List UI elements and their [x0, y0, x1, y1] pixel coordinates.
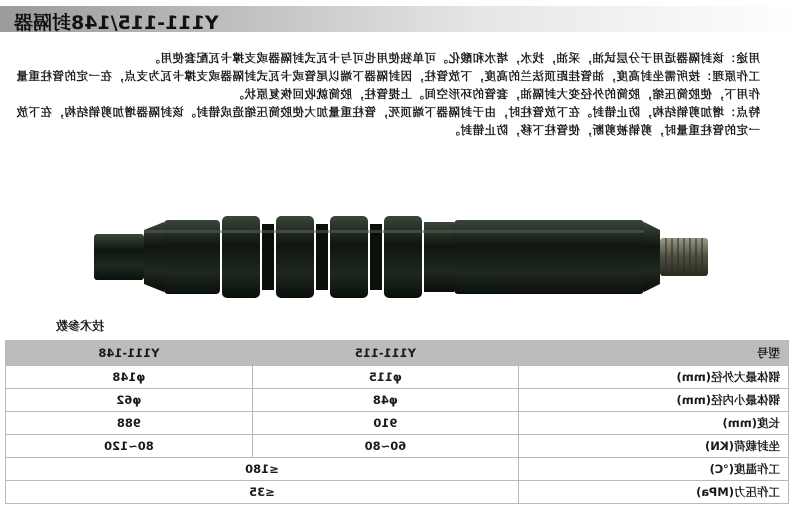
principle-label: 工作原理：: [700, 69, 760, 83]
row-label: 钢体最小内径(mm): [518, 389, 788, 412]
packer-image: [90, 200, 710, 300]
table-row: [6, 412, 789, 435]
usage-paragraph: [8, 49, 786, 67]
cell-value: φ48: [252, 389, 518, 412]
table-row: [6, 458, 789, 481]
header-model: 型号: [518, 341, 788, 366]
cell-value: ≤180: [6, 458, 519, 481]
cell-value: 988: [6, 412, 253, 435]
cell-value: φ148: [6, 366, 253, 389]
cell-value: φ62: [6, 389, 253, 412]
row-label: 工作温度(℃): [518, 458, 788, 481]
usage-label: 用途：: [724, 51, 760, 65]
title-band: [0, 0, 800, 40]
header-y111-115: Y111-115: [252, 341, 518, 366]
cell-value: 80~120: [6, 435, 253, 458]
feature-paragraph: [8, 103, 786, 139]
cell-value: 910: [252, 412, 518, 435]
table-row: [6, 389, 789, 412]
spec-table: [5, 340, 789, 504]
params-title: 技术参数: [55, 319, 104, 333]
cell-value: φ115: [252, 366, 518, 389]
table-row: [6, 366, 789, 389]
packer-illustration: [90, 200, 710, 300]
feature-label: 特点：: [724, 105, 760, 119]
header-y111-148: Y111-148: [6, 341, 253, 366]
cell-value: 60~80: [252, 435, 518, 458]
row-label: 钢体最大外径(mm): [518, 366, 788, 389]
table-row: [6, 435, 789, 458]
usage-text: 该封隔器适用于分层试油，采油，找水，堵水和酸化。可单独使用也可与卡瓦式封隔器或支撑卡瓦配套使用。: [148, 51, 724, 65]
row-label: 工作压力(MPa): [518, 481, 788, 504]
right-end: [94, 234, 144, 280]
page-title: Y111-115/148封隔器: [14, 12, 219, 34]
principle-text: 按所需坐封高度，油管挂距顶法兰的高度，下放管柱，因封隔器下端以尾管或卡瓦式封隔器或支撑卡瓦为支点，在一定的管柱重量作用下，使胶筒压缩，胶筒的外径变大封隔油，套管的环形空间。上提管柱，胶筒就收回恢复原状。: [16, 69, 760, 101]
table-header-row: [6, 341, 789, 366]
row-label: 长度(mm): [518, 412, 788, 435]
description-block: [8, 49, 786, 139]
cell-value: ≤35: [6, 481, 519, 504]
table-row: [6, 481, 789, 504]
feature-text: 增加剪销结构，防止错封。在下放管柱时，由于封隔器下端顶死，管柱重量加大使胶筒压缩造成错封。该封隔器增加剪销结构，在下放一定的管柱重量时，剪销被剪断，使管柱下移，防止错封。: [16, 105, 760, 137]
row-label: 坐封载荷(KN): [518, 435, 788, 458]
principle-paragraph: [8, 67, 786, 103]
